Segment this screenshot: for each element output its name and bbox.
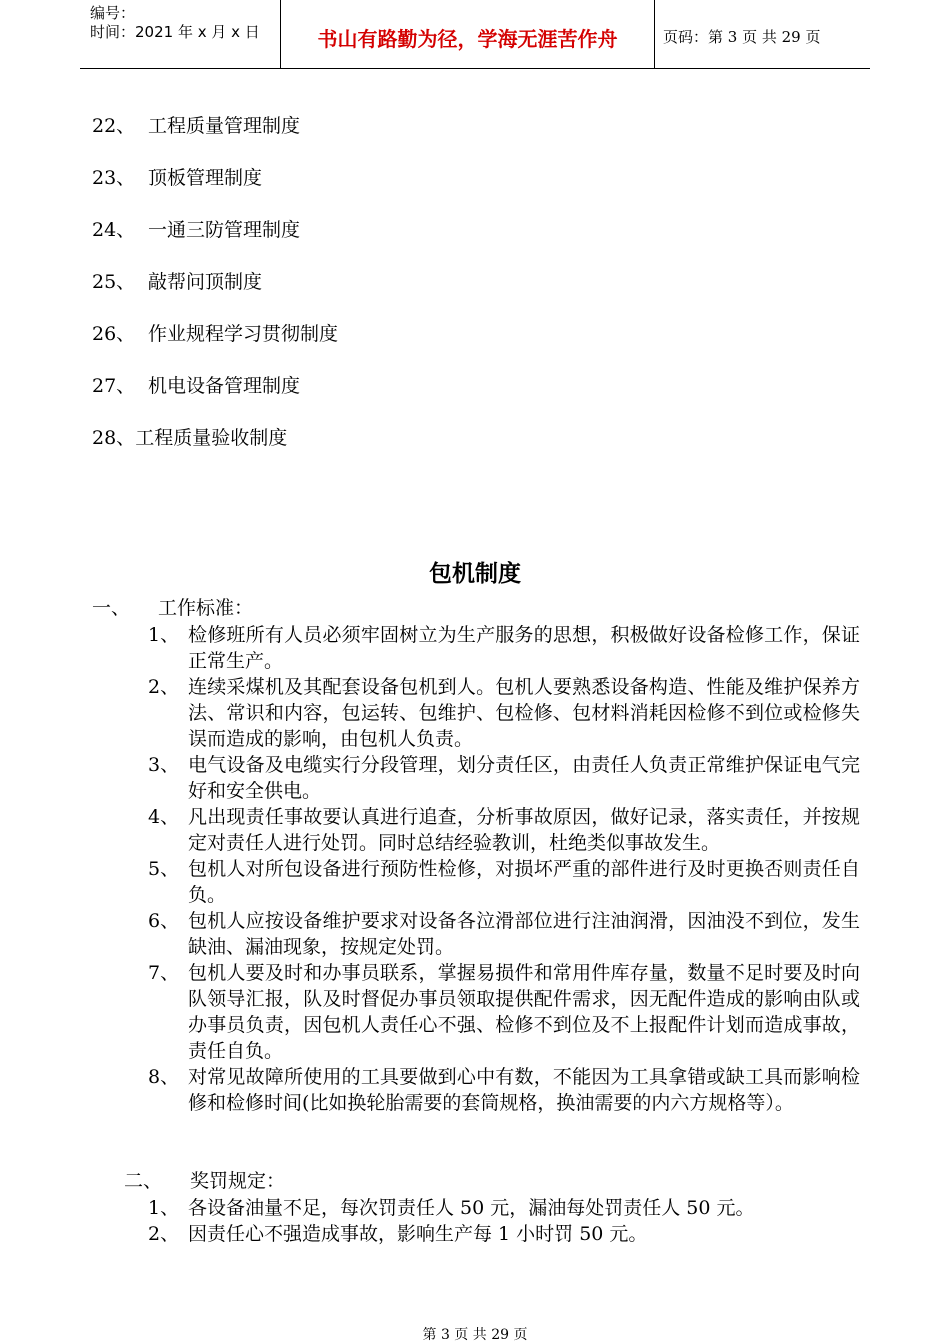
list-item-number: 23、 <box>92 167 136 189</box>
list-item <box>148 908 860 960</box>
header-time-label: 时间：2021 年 x 月 x 日 <box>90 23 260 41</box>
item-number: 2、 <box>148 1223 180 1245</box>
header-meta <box>80 0 281 68</box>
item-text: 包机人对所包设备进行预防性检修，对损坏严重的部件进行及时更换否则责任自负。 <box>188 858 860 906</box>
list-item <box>148 1221 860 1247</box>
list-item <box>92 111 338 163</box>
item-number: 2、 <box>148 676 180 698</box>
item-text: 检修班所有人员必须牢固树立为生产服务的思想，积极做好设备检修工作，保证正常生产。 <box>188 624 860 672</box>
section2-items <box>148 1195 860 1247</box>
list-item-text: 作业规程学习贯彻制度 <box>148 323 339 345</box>
item-text: 连续采煤机及其配套设备包机到人。包机人要熟悉设备构造、性能及维护保养方法、常识和内容，包运转、包维护、包检修、包材料消耗因检修不到位或检修失误而造成的影响，由包机人负责。 <box>188 676 860 750</box>
item-text: 包机人应按设备维护要求对设备各泣滑部位进行注油润滑，因油没不到位，发生缺油、漏油现象，按规定处罚。 <box>188 910 860 958</box>
list-item <box>148 960 860 1064</box>
list-item <box>148 856 860 908</box>
section2-number: 二、 <box>124 1170 163 1192</box>
list-item <box>92 423 338 475</box>
list-item <box>148 1064 860 1116</box>
item-number: 1、 <box>148 1197 180 1219</box>
list-item-text: 工程质量验收制度 <box>135 427 288 449</box>
list-item <box>92 163 338 215</box>
item-text: 因责任心不强造成事故，影响生产每 1 小时罚 50 元。 <box>188 1223 648 1245</box>
list-item-text: 一通三防管理制度 <box>148 219 301 241</box>
header-page-info: 页码：第 3 页 共 29 页 <box>663 27 821 46</box>
item-text: 对常见故障所使用的工具要做到心中有数，不能因为工具拿错或缺工具而影响检修和检修时间(比如换轮胎需要的套筒规格，换油需要的内六方规格等）。 <box>188 1066 860 1114</box>
item-number: 4、 <box>148 806 180 828</box>
list-item <box>148 752 860 804</box>
item-number: 8、 <box>148 1066 180 1088</box>
section2-heading-text: 奖罚规定： <box>190 1170 286 1192</box>
list-item-number: 24、 <box>92 219 136 241</box>
item-number: 3、 <box>148 754 180 776</box>
header-number-label: 编号： <box>90 4 136 22</box>
list-item-number: 25、 <box>92 271 136 293</box>
list-item <box>92 371 338 423</box>
list-item <box>92 215 338 267</box>
list-item-text: 顶板管理制度 <box>148 167 263 189</box>
item-number: 1、 <box>148 624 180 646</box>
list-item-text: 工程质量管理制度 <box>148 115 301 137</box>
section2-heading <box>124 1168 285 1194</box>
regulation-list <box>92 111 338 475</box>
section-title: 包机制度 <box>429 561 521 587</box>
list-item <box>148 804 860 856</box>
item-text: 包机人要及时和办事员联系，掌握易损件和常用件库存量，数量不足时要及时向队领导汇报，队及时督促办事员领取提供配件需求，因无配件造成的影响由队或办事员负责，因包机人责任心不强、检修不到位及不上报配件计划而造成事故，责任自负。 <box>188 962 860 1062</box>
header-motto: 书山有路勤为径，学海无涯苦作舟 <box>281 0 655 68</box>
section1-items <box>148 622 860 1116</box>
list-item-text: 机电设备管理制度 <box>148 375 301 397</box>
list-item-number: 22、 <box>92 115 136 137</box>
page-footer: 第 3 页 共 29 页 <box>422 1327 528 1343</box>
list-item <box>92 319 338 371</box>
item-text: 各设备油量不足，每次罚责任人 50 元，漏油每处罚责任人 50 元。 <box>188 1197 755 1219</box>
item-number: 6、 <box>148 910 180 932</box>
list-item-number: 26、 <box>92 323 136 345</box>
section1-number: 一、 <box>92 597 131 619</box>
section1-heading <box>92 595 253 621</box>
list-item <box>148 622 860 674</box>
item-number: 5、 <box>148 858 180 880</box>
list-item <box>92 267 338 319</box>
list-item-text: 敲帮问顶制度 <box>148 271 263 293</box>
list-item <box>148 1195 860 1221</box>
list-item-number: 27、 <box>92 375 136 397</box>
item-number: 7、 <box>148 962 180 984</box>
list-item-number: 28、 <box>92 427 136 449</box>
section1-heading-text: 工作标准： <box>158 597 254 619</box>
list-item <box>148 674 860 752</box>
page-header <box>80 0 870 69</box>
item-text: 电气设备及电缆实行分段管理，划分责任区，由责任人负责正常维护保证电气完好和安全供电。 <box>188 754 860 802</box>
item-text: 凡出现责任事故要认真进行追查，分析事故原因，做好记录，落实责任，并按规定对责任人进行处罚。同时总结经验教训，杜绝类似事故发生。 <box>188 806 860 854</box>
